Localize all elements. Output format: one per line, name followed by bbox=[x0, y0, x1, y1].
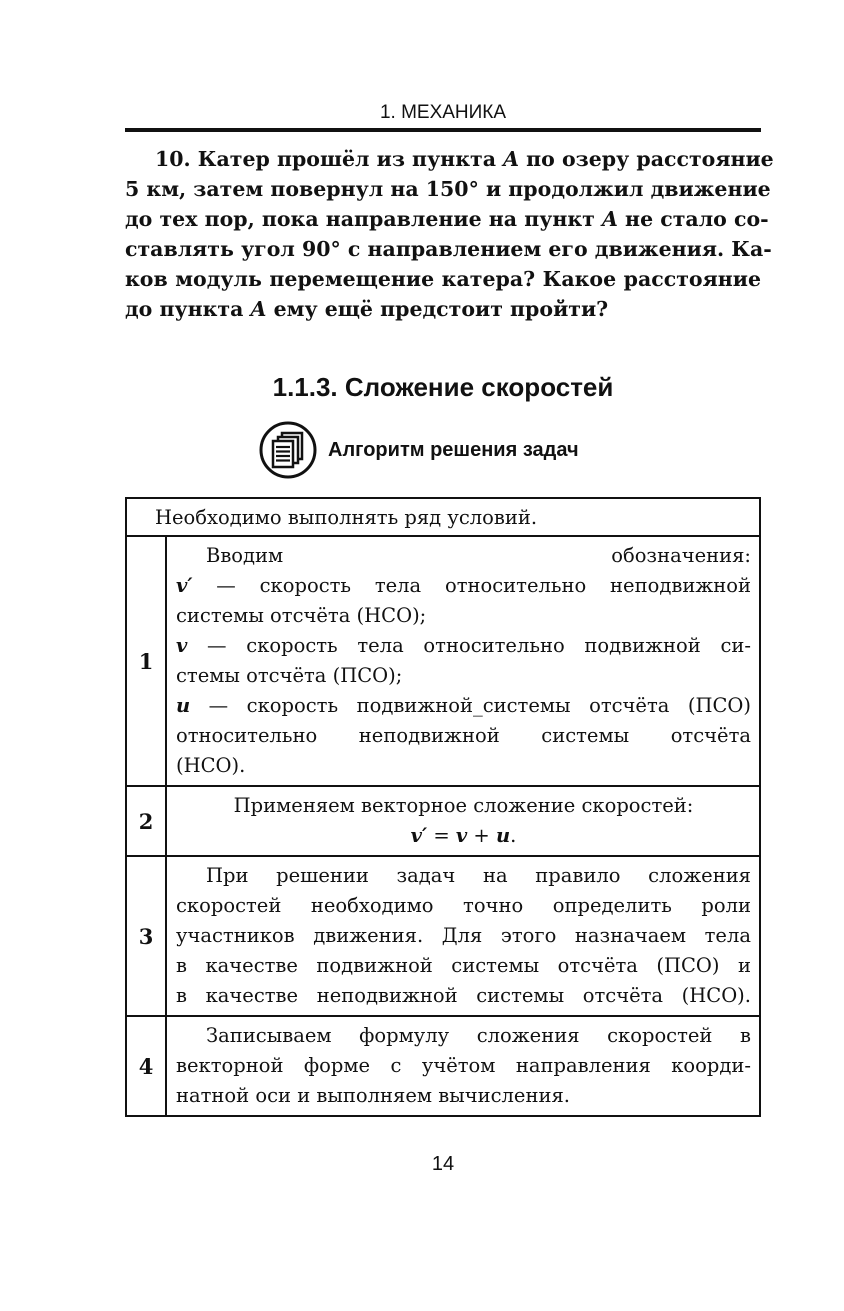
step-number: 1 bbox=[126, 536, 166, 786]
text-line bbox=[176, 721, 751, 751]
text-segment: = bbox=[427, 824, 456, 847]
table-header-row bbox=[126, 498, 760, 536]
text-line bbox=[125, 294, 761, 324]
page-number: 14 bbox=[431, 1153, 455, 1175]
text-line bbox=[125, 174, 771, 204]
math-variable: A bbox=[503, 147, 520, 171]
text-segment: натной оси и выполняем вычисления. bbox=[176, 1084, 570, 1107]
text-segment: стемы отсчёта (ПСО); bbox=[176, 664, 403, 687]
text-segment: до тех пор, пока направление на пункт bbox=[125, 207, 603, 231]
text-segment: ставлять угол 90° с направлением его движения. Ка- bbox=[125, 237, 772, 261]
documents-icon bbox=[258, 420, 318, 480]
text-segment: в качестве подвижной системы отсчёта (ПСО) и bbox=[176, 954, 751, 977]
text-segment: участников движения. Для этого назначаем тела bbox=[176, 924, 751, 947]
text-segment: до пункта bbox=[125, 297, 251, 321]
text-segment: . bbox=[510, 824, 517, 847]
text-segment: 10. bbox=[155, 147, 191, 171]
text-line bbox=[125, 204, 769, 234]
text-segment: Применяем векторное сложение скоростей: bbox=[233, 794, 694, 817]
text-line bbox=[176, 861, 751, 891]
section-title: 1.1.3. Сложение скоростей bbox=[272, 372, 614, 402]
algorithm-table bbox=[125, 497, 761, 1117]
text-line bbox=[176, 791, 751, 821]
table-header-cell: Необходимо выполнять ряд условий. bbox=[126, 498, 760, 536]
table-row bbox=[126, 1016, 760, 1116]
text-segment: ков модуль перемещение катера? Какое расстояние bbox=[125, 267, 761, 291]
table-row bbox=[126, 536, 760, 786]
math-variable: u bbox=[495, 824, 511, 847]
step-text bbox=[166, 536, 760, 786]
text-segment: + bbox=[467, 824, 496, 847]
running-head: 1. МЕХАНИКА bbox=[379, 102, 507, 123]
text-segment: по озеру расстояние bbox=[519, 147, 774, 171]
text-segment: ему ещё предстоит пройти? bbox=[266, 297, 609, 321]
text-segment: Записываем формулу сложения скоростей в bbox=[206, 1024, 751, 1047]
text-segment: не стало со- bbox=[617, 207, 769, 231]
math-variable: v bbox=[455, 824, 468, 847]
text-segment: — скорость тела относительно неподвижной bbox=[192, 574, 751, 597]
text-segment: относительно неподвижной системы отсчёта bbox=[176, 724, 751, 747]
text-line bbox=[176, 661, 751, 691]
math-variable: v bbox=[176, 634, 188, 657]
text-segment: системы отсчёта (НСО); bbox=[176, 604, 427, 627]
algorithm-label: Алгоритм решения задач bbox=[328, 438, 579, 461]
text-line bbox=[176, 571, 751, 601]
text-line bbox=[176, 1021, 751, 1051]
table-row bbox=[126, 786, 760, 856]
text-segment: — скорость подвижной_системы отсчёта (ПСО) bbox=[190, 694, 751, 717]
text-segment: 5 км, затем повернул на 150° и продолжил движение bbox=[125, 177, 771, 201]
text-line bbox=[125, 144, 774, 174]
step-text bbox=[166, 1016, 760, 1116]
header-rule bbox=[125, 128, 761, 132]
step-number: 3 bbox=[126, 856, 166, 1016]
text-line bbox=[125, 234, 772, 264]
text-line bbox=[176, 751, 751, 781]
text-line bbox=[176, 601, 751, 631]
problem-10 bbox=[125, 144, 774, 324]
text-segment: (НСО). bbox=[176, 754, 246, 777]
text-line bbox=[176, 1051, 751, 1081]
text-line bbox=[176, 921, 751, 951]
text-segment: Вводим обозначения: bbox=[206, 544, 751, 567]
math-variable: u bbox=[176, 694, 191, 717]
math-variable: v′ bbox=[176, 574, 193, 597]
text-segment: При решении задач на правило сложения bbox=[206, 864, 751, 887]
text-segment: в качестве неподвижной системы отсчёта (НСО). bbox=[176, 984, 751, 1007]
table-row bbox=[126, 856, 760, 1016]
math-variable: A bbox=[250, 297, 267, 321]
text-segment: скоростей необходимо точно определить роли bbox=[176, 894, 751, 917]
step-number: 2 bbox=[126, 786, 166, 856]
step-text bbox=[166, 856, 760, 1016]
text-segment: — скорость тела относительно подвижной си- bbox=[187, 634, 751, 657]
text-segment: векторной форме с учётом направления коорди- bbox=[176, 1054, 751, 1077]
text-line bbox=[176, 981, 751, 1011]
text-line bbox=[176, 821, 751, 851]
step-number: 4 bbox=[126, 1016, 166, 1116]
algorithm-heading bbox=[258, 420, 579, 480]
text-line bbox=[176, 691, 751, 721]
math-variable: A bbox=[602, 207, 618, 231]
text-line bbox=[176, 1081, 751, 1111]
text-line bbox=[176, 951, 751, 981]
math-variable: v′ bbox=[410, 824, 428, 847]
text-segment: Катер прошёл из пункта bbox=[190, 147, 504, 171]
text-line bbox=[125, 264, 761, 294]
text-line bbox=[176, 631, 751, 661]
text-line bbox=[176, 541, 751, 571]
step-text bbox=[166, 786, 760, 856]
text-line bbox=[176, 891, 751, 921]
